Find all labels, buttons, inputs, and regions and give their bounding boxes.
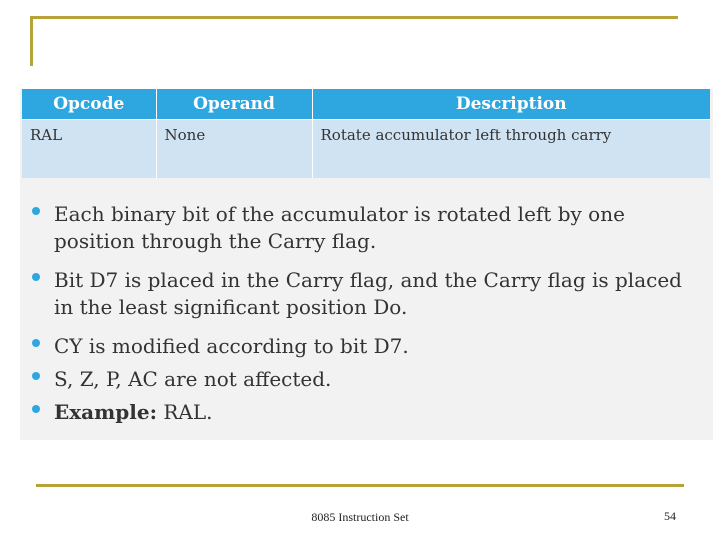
bullet-dot-icon [32, 207, 40, 215]
slide-content [20, 89, 713, 440]
header-opcode: Opcode [22, 89, 156, 120]
page-number: 54 [664, 509, 676, 523]
bullet-dot-icon [32, 372, 40, 380]
example-value: RAL. [156, 400, 213, 424]
footer-title: 8085 Instruction Set [311, 510, 409, 524]
bullet-text: CY is modified according to bit D7. [54, 334, 409, 358]
bullet-dot-icon [32, 405, 40, 413]
cell-description: Rotate accumulator left through carry [312, 120, 710, 179]
bullet-text: Each binary bit of the accumulator is rotated left by one position through the Carry flag. [54, 202, 625, 253]
frame-top-line [30, 16, 678, 19]
header-description: Description [312, 89, 710, 120]
header-operand: Operand [156, 89, 312, 120]
table-row [22, 120, 710, 179]
cell-opcode: RAL [22, 120, 156, 179]
frame-left-line [30, 16, 33, 66]
opcode-table [22, 89, 710, 178]
list-item [30, 201, 690, 255]
example-label: Example: [54, 400, 157, 424]
frame-bottom-line [36, 484, 684, 487]
bullet-text: Bit D7 is placed in the Carry flag, and the Carry flag is placed in the least significant position Do. [54, 268, 682, 319]
bullet-text: S, Z, P, AC are not affected. [54, 367, 332, 391]
bullet-dot-icon [32, 339, 40, 347]
cell-operand: None [156, 120, 312, 179]
list-item [30, 366, 690, 393]
list-item [30, 267, 690, 321]
list-item [30, 333, 690, 360]
bullet-dot-icon [32, 273, 40, 281]
table-header-row [22, 89, 710, 120]
list-item-example [30, 399, 690, 426]
bullet-list [30, 201, 690, 438]
